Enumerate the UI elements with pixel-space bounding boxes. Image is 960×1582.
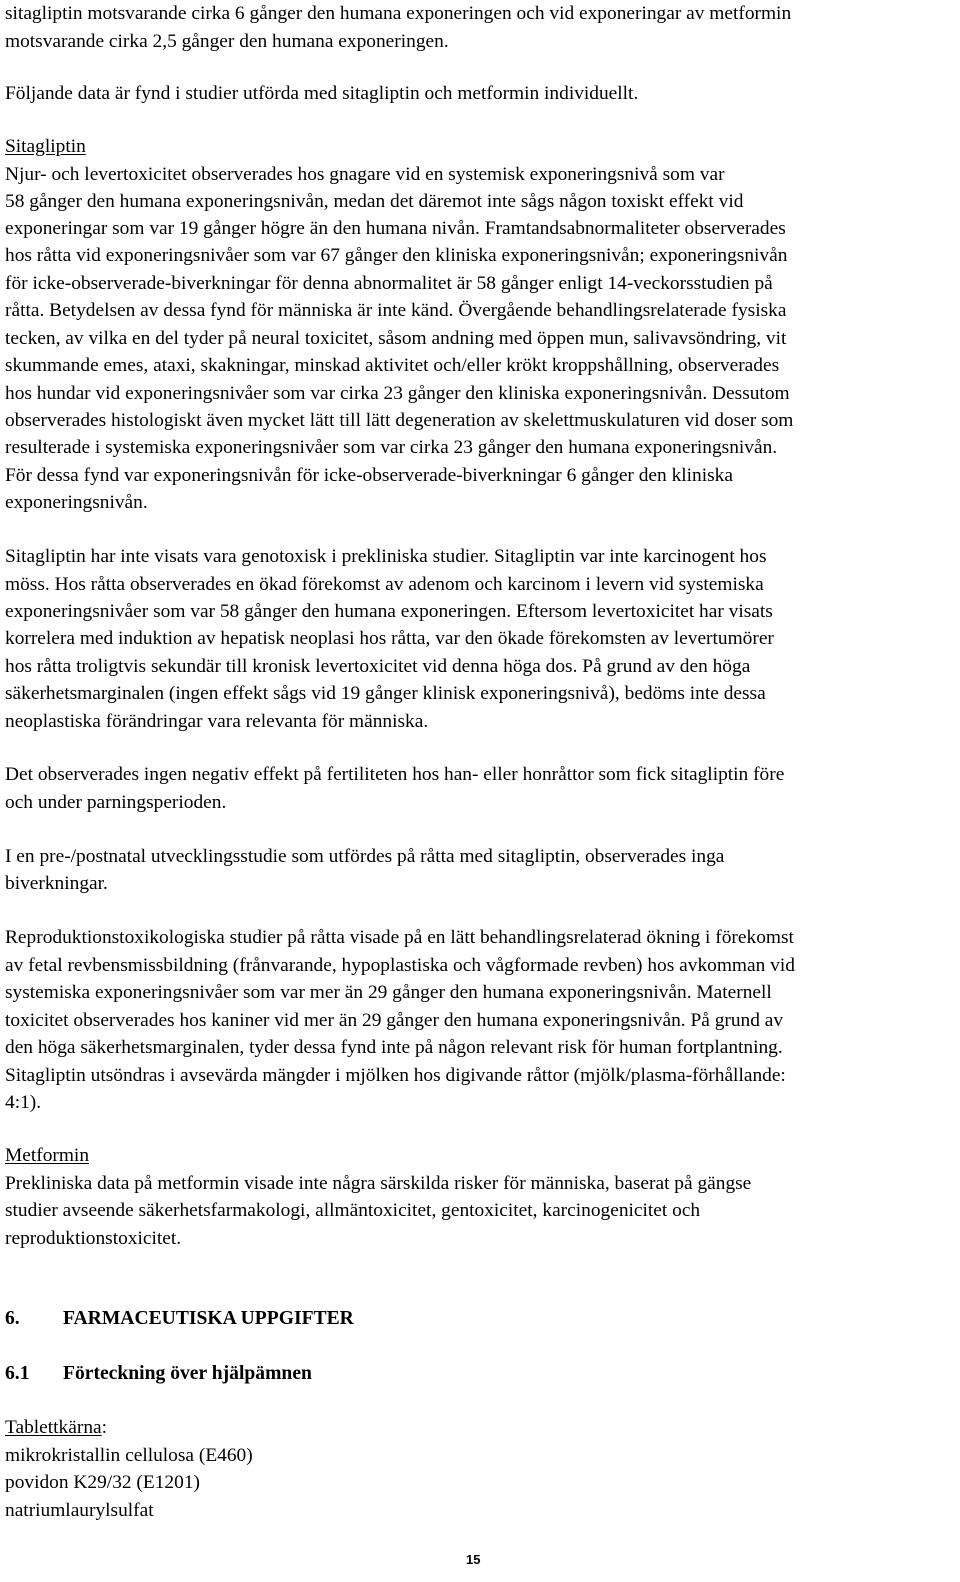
paragraph-line: av fetal revbensmissbildning (frånvarande, hypoplastiska och vågformade revben) hos avkomman vid [5, 955, 795, 976]
paragraph-line: studier avseende säkerhetsfarmakologi, allmäntoxicitet, gentoxicitet, karcinogenicitet och [5, 1200, 701, 1221]
section-number: 6. [5, 1308, 20, 1329]
paragraph-line: Sitagliptin har inte visats vara genotoxisk i prekliniska studier. Sitagliptin var inte karcinogent hos [5, 546, 767, 567]
paragraph-line: toxicitet observerades hos kaniner vid mer än 29 gånger den humana exponeringsnivån. På grund av [5, 1010, 784, 1031]
paragraph-line: 4:1). [5, 1092, 42, 1113]
section-6-1-heading [5, 1360, 312, 1387]
paragraph-line: skummande emes, ataxi, skakningar, minskad aktivitet och/eller krökt kroppshållning, observerades [5, 355, 780, 376]
excipient-item: povidon K29/32 (E1201) [5, 1472, 200, 1493]
intro-line: sitagliptin motsvarande cirka 6 gånger den humana exponeringen och vid exponeringar av metformin [5, 3, 792, 24]
tablet-core-label [5, 1414, 107, 1441]
paragraph-line: tecken, av vilka en del tyder på neural toxicitet, såsom andning med öppen mun, salivavsöndring, vit [5, 328, 787, 349]
section-6-heading [5, 1305, 354, 1332]
paragraph-line: systemiska exponeringsnivåer som var mer än 29 gånger den humana exponeringsnivån. Maternell [5, 982, 772, 1003]
paragraph-line: Det observerades ingen negativ effekt på fertiliteten hos han- eller honråttor som fick sitagliptin före [5, 764, 785, 785]
paragraph-line: I en pre-/postnatal utvecklingsstudie som utfördes på råtta med sitagliptin, observerades inga [5, 846, 725, 867]
paragraph-line: resulterade i systemiska exponeringsnivåer som var cirka 23 gånger den humana exponeringsnivån. [5, 437, 778, 458]
paragraph-line: exponeringsnivåer som var 58 gånger den humana exponeringen. Eftersom levertoxicitet har visats [5, 601, 773, 622]
paragraph-line: Njur- och levertoxicitet observerades hos gnagare vid en systemisk exponeringsnivå som var [5, 164, 725, 185]
paragraph-line: exponeringar som var 19 gånger högre än den humana nivån. Framtandsabnormaliteter observerades [5, 218, 786, 239]
excipient-item: mikrokristallin cellulosa (E460) [5, 1445, 253, 1466]
metformin-heading: Metformin [5, 1145, 90, 1166]
excipient-item: natriumlaurylsulfat [5, 1500, 154, 1521]
tablet-core-label-suffix: : [101, 1417, 108, 1438]
paragraph-line: neoplastiska förändringar vara relevanta för människa. [5, 711, 429, 732]
section-title: Förteckning över hjälpämnen [63, 1363, 312, 1384]
paragraph-line: hos råtta vid exponeringsnivåer som var 67 gånger den kliniska exponeringsnivån; exponeringsnivån [5, 245, 788, 266]
paragraph-line: för icke-observerade-biverkningar för denna abnormalitet är 58 gånger enligt 14-veckorsstudien på [5, 273, 773, 294]
section-number: 6.1 [5, 1363, 30, 1384]
paragraph-line: observerades histologiskt även mycket lätt till lätt degeneration av skelettmuskulaturen vid doser som [5, 410, 794, 431]
paragraph-line: korrelera med induktion av hepatisk neoplasi hos råtta, var den ökade förekomsten av levertumörer [5, 628, 774, 649]
section-title: FARMACEUTISKA UPPGIFTER [63, 1308, 354, 1329]
paragraph-line: Sitagliptin utsöndras i avsevärda mängder i mjölken hos digivande råttor (mjölk/plasma-förhållande: [5, 1065, 786, 1086]
paragraph-line: Prekliniska data på metformin visade inte några särskilda risker för människa, baserat på gängse [5, 1173, 752, 1194]
paragraph-line: hos hundar vid exponeringsnivåer som var cirka 23 gånger den kliniska exponeringsnivån. Dessutom [5, 383, 790, 404]
paragraph-line: exponeringsnivån. [5, 492, 148, 513]
paragraph-line: den höga säkerhetsmarginalen, tyder dessa fynd inte på någon relevant risk för human fortplantning. [5, 1037, 783, 1058]
sitagliptin-heading: Sitagliptin [5, 136, 86, 157]
paragraph-line: säkerhetsmarginalen (ingen effekt sågs vid 19 gånger klinisk exponeringsnivå), bedöms inte dessa [5, 683, 766, 704]
paragraph-line: hos råtta troligtvis sekundär till kronisk levertoxicitet vid denna höga dos. På grund av den höga [5, 656, 751, 677]
paragraph-line: och under parningsperioden. [5, 792, 227, 813]
intro-line: motsvarande cirka 2,5 gånger den humana exponeringen. [5, 31, 449, 52]
paragraph-line: Reproduktionstoxikologiska studier på råtta visade på en lätt behandlingsrelaterad ökning i förekomst [5, 927, 794, 948]
paragraph-line: reproduktionstoxicitet. [5, 1228, 182, 1249]
intro-line: Följande data är fynd i studier utförda med sitagliptin och metformin individuellt. [5, 83, 639, 104]
paragraph-line: 58 gånger den humana exponeringsnivån, medan det däremot inte sågs någon toxiskt effekt vid [5, 191, 744, 212]
paragraph-line: möss. Hos råtta observerades en ökad förekomst av adenom och karcinom i levern vid systemiska [5, 574, 764, 595]
tablet-core-label-text: Tablettkärna [5, 1417, 102, 1438]
paragraph-line: biverkningar. [5, 873, 108, 894]
paragraph-line: För dessa fynd var exponeringsnivån för icke-observerade-biverkningar 6 gånger den kliniska [5, 465, 733, 486]
paragraph-line: råtta. Betydelsen av dessa fynd för människa är inte känd. Övergående behandlingsrelaterade fysiska [5, 300, 787, 321]
page-number: 15 [466, 1552, 481, 1567]
